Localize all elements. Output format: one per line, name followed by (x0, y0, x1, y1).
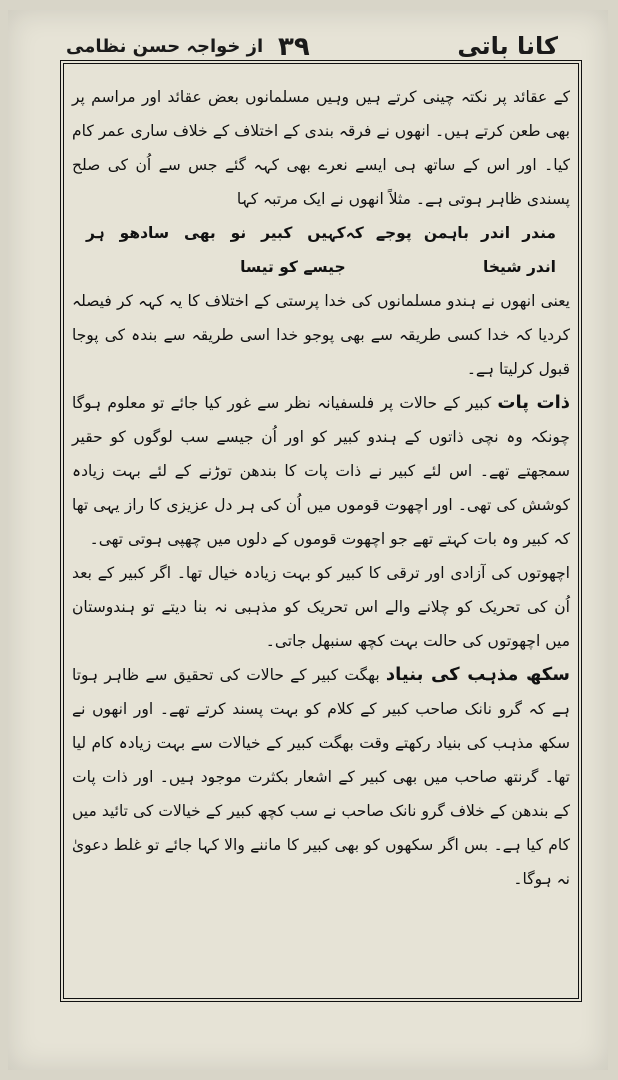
book-title: کانا باتی (457, 32, 558, 60)
paragraph-5-text: بھگت کبیر کے حالات کی تحقیق سے ظاہر ہوتا ہے کہ گرو نانک صاحب کبیر کے کلام کو بہت پسند کرتے تھے۔ اور انھوں نے سکھ مذہب کی بنیاد رکھتے وقت بھگت کبیر کے خیالات سے بہت زیادہ کام لیا تھا۔ گرنتھ صاحب میں بھی کبیر کے اشعار بکثرت موجود ہیں۔ اور ذات پات کے بندھن کے خلاف گرو نانک صاحب نے سب کچھ کبیر کے خیالات کی تائید میں کام کیا ہے۔ بس اگر سکھوں کو بھی کبیر کا ماننے والا کہا جائے تو غلط دعویٰ نہ ہوگا۔ (72, 666, 570, 888)
paragraph-2: یعنی انھوں نے ہندو مسلمانوں کی خدا پرستی کے اختلاف کا یہ کہہ کر فیصلہ کردیا کہ خدا کسی طریقہ سے بھی پوجو خدا اسی طریقہ سے بندہ کی پوجا قبول کرلیتا ہے۔ (72, 292, 570, 378)
paragraph-4: اچھوتوں کی آزادی اور ترقی کا کبیر کو بہت زیادہ خیال تھا۔ اگر کبیر کے بعد اُن کی تحریک کو چلانے والے اس تحریک کو مذہبی نہ بنا دیتے تو ہندوستان میں اچھوتوں کی حالت بہت کچھ سنبھل جاتی۔ (72, 564, 570, 650)
page-text (72, 80, 570, 995)
author-line: از خواجہ حسن نظامی (66, 36, 264, 57)
verse-line (72, 216, 570, 284)
verse-left: کہیں کبیر نو بھی سادھو ہر جیسے کو تیسا (86, 224, 346, 276)
paragraph-3-text: کبیر کے حالات پر فلسفیانہ نظر سے غور کیا جائے تو معلوم ہوگا چونکہ وہ نچی ذاتوں کے ہندو کبیر کو اور اُن جیسے سب لوگوں کو حقیر سمجھتے تھے۔ اس لئے کبیر نے ذات پات کا بندھن توڑنے کے لئے بہت زیادہ کوشش کی تھی۔ اور اچھوت قوموں میں اُن کی ہر دل عزیزی کا راز یہی تھا کہ کبیر وہ بات کہتے تھے جو اچھوت قوموں کے دلوں میں چھپی ہوتی تھی۔ (72, 394, 570, 548)
paragraph-3 (72, 386, 570, 556)
heading-sikh: سکھ مذہب کی بنیاد (385, 664, 570, 685)
verse-right: مندر اندر باہمن پوجے کہ اندر شیخا (345, 224, 556, 276)
paragraph-5 (72, 658, 570, 896)
page-number: ۳۹ (278, 32, 310, 62)
paragraph-1: کے عقائد پر نکتہ چینی کرتے ہیں وہیں مسلمانوں بعض عقائد اور مراسم پر بھی طعن کرتے ہیں۔ انھوں نے فرقہ بندی کے اختلاف کے خلاف ساری عمر کام کیا۔ اور اس کے ساتھ ہی ایسے نعرے بھی کہہ گئے جس سے اُن کی صلح پسندی ظاہر ہوتی ہے۔ مثلاً انھوں نے ایک مرتبہ کہا (72, 88, 570, 208)
heading-caste: ذات پات (497, 392, 571, 413)
